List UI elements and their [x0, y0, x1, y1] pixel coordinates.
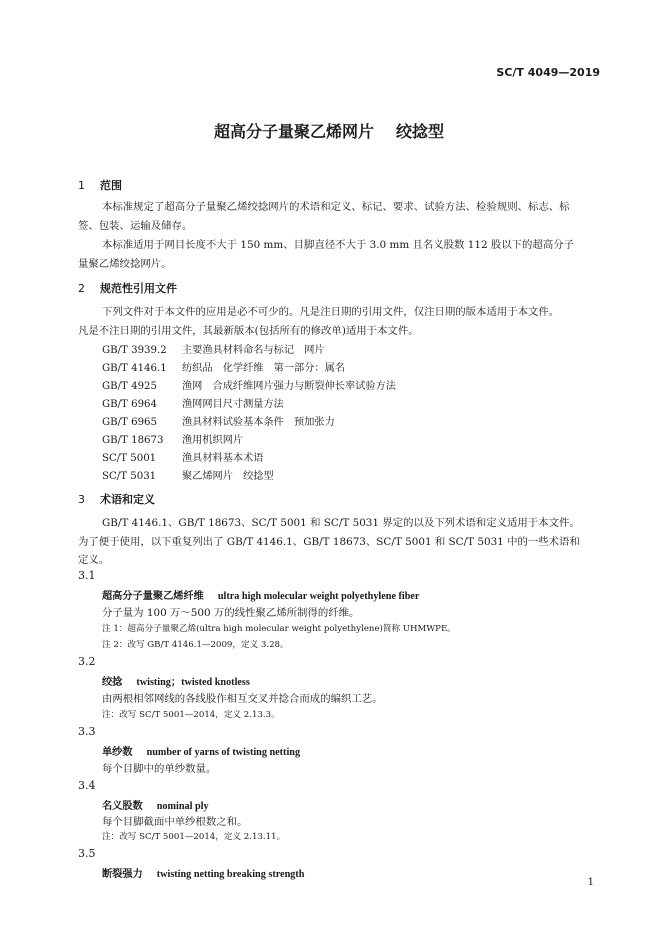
term-note: 注：改写 SC/T 5001—2014，定义 2.13.3。 [102, 710, 280, 720]
scope-paragraph-1-line-1: 本标准规定了超高分子量聚乙烯绞捻网片的术语和定义、标记、要求、试验方法、检验规则、标志、标 [102, 201, 570, 213]
term-definition: 分子量为 100 万～500 万的线性聚乙烯所制得的纤维。 [102, 607, 360, 619]
term-definition: 每个目脚中的单纱数量。 [102, 763, 217, 775]
title-sub: 绞捻型 [396, 122, 445, 141]
section-1-heading [78, 177, 122, 193]
reference-item [102, 413, 335, 428]
page-number: 1 [587, 877, 594, 888]
reference-item [102, 341, 325, 356]
section-title: 规范性引用文件 [100, 282, 177, 295]
term-en: twisting；twisted knotless [136, 677, 250, 688]
term-note: 注 1：超高分子量聚乙烯(ultra high molecular weight polyethylene)简称 UHMWPE。 [102, 624, 456, 634]
section-number: 2 [78, 282, 85, 295]
reference-title: 渔具材料基本术语 [182, 453, 264, 464]
term-en: twisting netting breaking strength [156, 869, 305, 880]
term-number: 3.5 [78, 847, 96, 860]
term-cn: 名义股数 [102, 800, 143, 812]
reference-code: GB/T 3939.2 [102, 345, 167, 356]
reference-title: 渔具材料试验基本条件 预加张力 [182, 417, 335, 428]
scope-paragraph-2-line-1: 本标准适用于网目长度不大于 150 mm、目脚直径不大于 3.0 mm 且名义股数 112 股以下的超高分子 [102, 239, 574, 251]
terms-intro-line-3: 定义。 [78, 554, 110, 566]
reference-code: SC/T 5031 [102, 471, 157, 482]
reference-item [102, 449, 264, 464]
term-heading [102, 587, 419, 602]
reference-title: 渔网网目尺寸测量方法 [182, 399, 284, 410]
reference-title: 主要渔具材料命名与标记 网片 [182, 345, 325, 356]
section-3-heading [78, 491, 155, 507]
reference-code: GB/T 6964 [102, 399, 158, 410]
reference-code: GB/T 6965 [102, 417, 158, 428]
refs-intro-line-1: 下列文件对于本文件的应用是必不可少的。凡是注日期的引用文件，仅注日期的版本适用于本文件。 [102, 306, 560, 318]
terms-intro-line-2: 为了便于使用，以下重复列出了 GB/T 4146.1、GB/T 18673、SC/T 5001 和 SC/T 5031 中的一些术语和 [78, 536, 580, 548]
reference-title: 纺织品 化学纤维 第一部分：属名 [182, 363, 345, 374]
reference-item [102, 431, 243, 446]
reference-title: 渔网 合成纤维网片强力与断裂伸长率试验方法 [182, 381, 396, 392]
term-definition: 由两根相邻网线的各线股作相互交叉并捻合而成的编织工艺。 [102, 693, 383, 705]
section-2-heading [78, 280, 177, 296]
term-note: 注：改写 SC/T 5001—2014，定义 2.13.11。 [102, 832, 286, 842]
refs-intro-line-2: 凡是不注日期的引用文件，其最新版本(包括所有的修改单)适用于本文件。 [78, 325, 419, 337]
term-cn: 超高分子量聚乙烯纤维 [102, 590, 204, 602]
standard-code: SC/T 4049—2019 [496, 66, 600, 79]
term-en: nominal ply [156, 801, 209, 812]
reference-item [102, 377, 396, 392]
term-en: number of yarns of twisting netting [146, 747, 301, 758]
term-definition: 每个目脚截面中单纱根数之和。 [102, 816, 248, 828]
term-heading [102, 743, 300, 758]
term-number: 3.2 [78, 655, 96, 668]
terms-intro-line-1: GB/T 4146.1、GB/T 18673、SC/T 5001 和 SC/T 5031 界定的以及下列术语和定义适用于本文件。 [102, 517, 580, 529]
term-en: ultra high molecular weight polyethylene fiber [217, 591, 420, 602]
section-title: 范围 [100, 179, 122, 192]
reference-item [102, 467, 274, 482]
reference-item [102, 359, 345, 374]
section-number: 3 [78, 493, 85, 506]
section-number: 1 [78, 179, 85, 192]
reference-title: 渔用机织网片 [182, 435, 244, 446]
reference-title: 聚乙烯网片 绞捻型 [182, 471, 274, 482]
term-number: 3.4 [78, 779, 96, 792]
scope-paragraph-1-line-2: 签、包装、运输及储存。 [78, 220, 193, 232]
reference-code: GB/T 4925 [102, 381, 158, 392]
term-cn: 断裂强力 [102, 868, 143, 880]
term-note: 注 2：改写 GB/T 4146.1—2009，定义 3.28。 [102, 640, 289, 650]
term-cn: 单纱数 [102, 746, 133, 758]
section-title: 术语和定义 [100, 493, 155, 506]
reference-code: SC/T 5001 [102, 453, 157, 464]
document-title [0, 119, 658, 142]
term-cn: 绞捻 [102, 676, 123, 688]
term-heading [102, 865, 304, 880]
scope-paragraph-2-line-2: 量聚乙烯绞捻网片。 [78, 258, 172, 270]
reference-code: GB/T 4146.1 [102, 363, 167, 374]
term-heading [102, 797, 209, 812]
reference-code: GB/T 18673 [102, 435, 164, 446]
term-number: 3.3 [78, 725, 96, 738]
term-number: 3.1 [78, 569, 96, 582]
term-heading [102, 673, 250, 688]
reference-item [102, 395, 284, 410]
title-main: 超高分子量聚乙烯网片 [213, 122, 374, 141]
